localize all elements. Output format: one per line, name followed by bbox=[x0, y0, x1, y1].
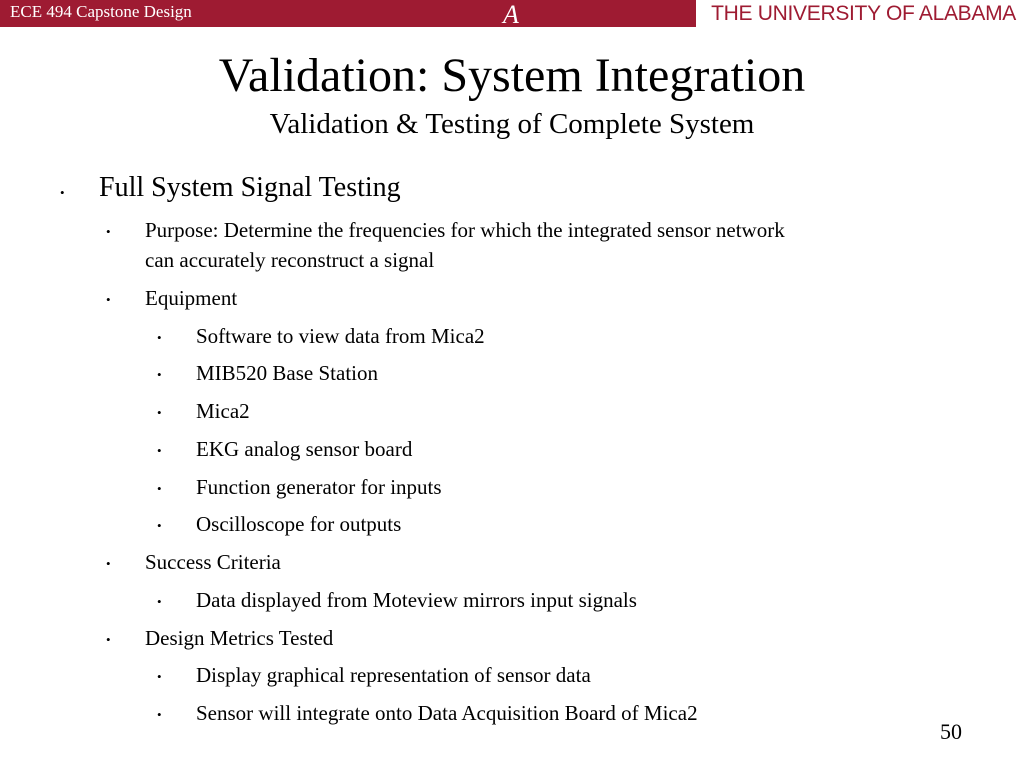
bullet-icon: • bbox=[157, 443, 162, 458]
bullet-icon: • bbox=[157, 405, 162, 420]
bullet-icon: • bbox=[157, 594, 162, 609]
page-number: 50 bbox=[940, 719, 962, 744]
bullet-icon: • bbox=[106, 556, 111, 571]
success-item: Data displayed from Moteview mirrors input signals bbox=[196, 588, 637, 612]
bullet-icon: • bbox=[106, 224, 111, 239]
equipment-item: Software to view data from Mica2 bbox=[196, 324, 485, 348]
equipment-item: Mica2 bbox=[196, 399, 250, 423]
metrics-item: Display graphical representation of sensor data bbox=[196, 663, 591, 687]
metrics-item: Sensor will integrate onto Data Acquisition Board of Mica2 bbox=[196, 701, 698, 725]
equipment-item: Oscilloscope for outputs bbox=[196, 512, 402, 536]
equipment-label: Equipment bbox=[145, 286, 238, 310]
bullet-icon: • bbox=[106, 632, 111, 647]
bullet-icon: • bbox=[157, 367, 162, 382]
equipment-item: EKG analog sensor board bbox=[196, 437, 413, 461]
bullet-icon: • bbox=[60, 185, 65, 200]
equipment-item: MIB520 Base Station bbox=[196, 361, 378, 385]
purpose-line-1: Purpose: Determine the frequencies for which the integrated sensor network bbox=[145, 218, 785, 242]
course-label: ECE 494 Capstone Design bbox=[10, 2, 192, 21]
university-name: THE UNIVERSITY OF ALABAMA bbox=[696, 0, 1024, 27]
slide-subtitle: Validation & Testing of Complete System bbox=[269, 108, 755, 140]
main-bullet: Full System Signal Testing bbox=[99, 172, 401, 203]
bullet-icon: • bbox=[157, 707, 162, 722]
bullet-icon: • bbox=[106, 292, 111, 307]
success-label: Success Criteria bbox=[145, 550, 281, 574]
equipment-item: Function generator for inputs bbox=[196, 475, 442, 499]
purpose-line-2: can accurately reconstruct a signal bbox=[145, 248, 435, 272]
svg-text:A: A bbox=[503, 0, 519, 27]
bullet-icon: • bbox=[157, 481, 162, 496]
metrics-label: Design Metrics Tested bbox=[145, 626, 334, 650]
bullet-icon: • bbox=[157, 330, 162, 345]
bullet-icon: • bbox=[157, 669, 162, 684]
bullet-icon: • bbox=[157, 518, 162, 533]
slide-title: Validation: System Integration bbox=[218, 49, 806, 102]
